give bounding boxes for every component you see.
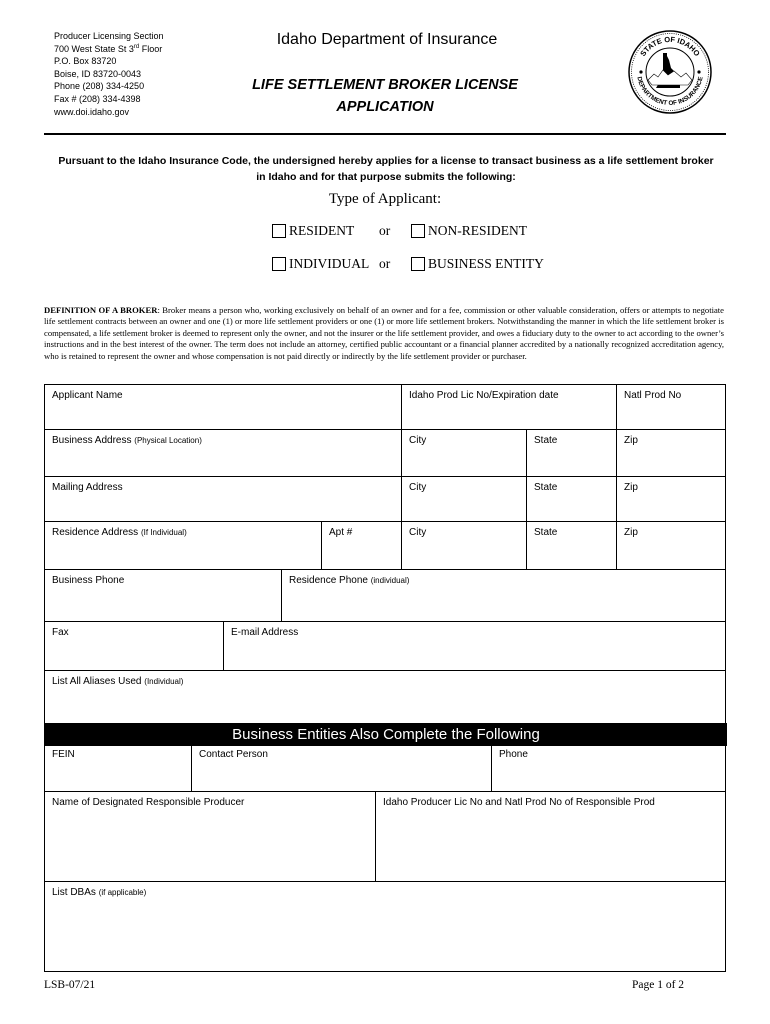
mailing-state-field[interactable] <box>527 477 617 522</box>
definition-label: DEFINITION OF A BROKER <box>44 305 158 315</box>
title-line-1: LIFE SETTLEMENT BROKER LICENSE <box>252 77 518 93</box>
idaho-prod-lic-label: Idaho Prod Lic No/Expiration date <box>409 390 559 401</box>
non-resident-option[interactable] <box>411 223 527 239</box>
aliases-label: List All Aliases Used <box>52 676 142 687</box>
fein-label: FEIN <box>52 749 75 760</box>
broker-definition <box>44 305 724 362</box>
address-line: Boise, ID 83720-0043 <box>54 68 142 79</box>
business-entity-option[interactable] <box>411 256 544 272</box>
residence-city-field[interactable] <box>402 522 527 570</box>
business-phone-field[interactable] <box>45 570 282 622</box>
page-number: Page 1 of 2 <box>632 979 685 991</box>
fax-label: Fax <box>52 627 69 638</box>
header-divider <box>44 133 726 135</box>
natl-prod-no-label: Natl Prod No <box>624 390 682 401</box>
phone-label: Phone <box>499 749 528 760</box>
idaho-producer-lic-label: Idaho Producer Lic No and Natl Prod No of Responsible Prod <box>383 797 655 808</box>
address-line: P.O. Box 83720 <box>54 56 117 67</box>
resident-label: RESIDENT <box>289 223 355 238</box>
aliases-field[interactable] <box>45 671 725 723</box>
business-zip-field[interactable] <box>617 430 725 477</box>
address-line: Phone (208) 334-4250 <box>54 81 145 92</box>
idaho-prod-lic-field[interactable] <box>402 385 617 430</box>
street-address <box>54 43 164 56</box>
designated-producer-field[interactable] <box>45 792 376 882</box>
residence-state-field[interactable] <box>527 522 617 570</box>
department-name: Idaho Department of Insurance <box>276 31 498 48</box>
apt-field[interactable] <box>322 522 402 570</box>
applicant-name-field[interactable] <box>45 385 402 430</box>
business-phone-label: Business Phone <box>52 575 125 586</box>
applicant-name-label: Applicant Name <box>52 390 123 401</box>
zip-label: Zip <box>624 482 638 493</box>
business-entity-label: BUSINESS ENTITY <box>428 256 544 271</box>
business-address-label: Business Address <box>52 435 132 446</box>
website-link: www.doi.idaho.gov <box>54 106 130 117</box>
individual-option[interactable] <box>272 256 369 272</box>
address-line: Fax # (208) 334-4398 <box>54 93 141 104</box>
dbas-label: List DBAs <box>52 887 96 898</box>
state-seal-logo <box>628 30 712 114</box>
residence-address-field[interactable] <box>45 522 322 570</box>
state-label: State <box>534 482 558 493</box>
or-text: or <box>379 223 391 238</box>
aliases-note: (Individual) <box>144 677 184 686</box>
form-code: LSB-07/21 <box>44 979 96 991</box>
svg-text:STATE OF IDAHO: STATE OF IDAHO <box>638 34 702 58</box>
street-text: 700 West State St 3 <box>54 43 134 54</box>
mailing-zip-field[interactable] <box>617 477 725 522</box>
apt-label: Apt # <box>329 527 353 538</box>
non-resident-label: NON-RESIDENT <box>428 223 527 238</box>
business-entities-banner: Business Entities Also Complete the Following <box>45 723 727 746</box>
residence-phone-field[interactable] <box>282 570 725 622</box>
mailing-city-field[interactable] <box>402 477 527 522</box>
applicant-type-title: Type of Applicant: <box>328 191 442 207</box>
business-address-note: (Physical Location) <box>134 436 202 445</box>
state-label: State <box>534 527 558 538</box>
residence-phone-label: Residence Phone <box>289 575 368 586</box>
phone-field[interactable] <box>492 746 725 792</box>
city-label: City <box>409 435 427 446</box>
residence-zip-field[interactable] <box>617 522 725 570</box>
business-entity-checkbox[interactable] <box>411 257 425 271</box>
city-label: City <box>409 527 427 538</box>
street-tail: Floor <box>139 43 163 54</box>
residence-phone-note: (individual) <box>370 576 410 585</box>
individual-label: INDIVIDUAL <box>289 256 370 271</box>
address-block <box>54 30 164 118</box>
fein-field[interactable] <box>45 746 192 792</box>
residence-address-note: (If Individual) <box>140 528 187 537</box>
resident-checkbox[interactable] <box>272 224 286 238</box>
resident-option[interactable] <box>272 223 354 239</box>
business-address-field[interactable] <box>45 430 402 477</box>
individual-checkbox[interactable] <box>272 257 286 271</box>
dbas-note: (if applicable) <box>98 888 147 897</box>
address-line: Producer Licensing Section <box>54 31 164 41</box>
idaho-producer-lic-field[interactable] <box>376 792 725 882</box>
definition-text: : Broker means a person who, working exclusively on behalf of an owner and for a fee, commission or other valuable consideration, offers or attempts to negotiate life settlement contracts between an owner and one (1) or more life settlement providers or one (1) or more life settlement brokers. Notwithstanding the manner in which the life settlement broker is compensated, a life settlement broker is deemed to represent only the owner, and not the insurer or the life settlement provider, and owes a fiduciary duty to the owner to act according to the owner’s instructions and in the best interest of the owner. The term does not include an attorney, certified public accountant or a financial planner accredited by a nationally recognized accreditation agency, who is retained to represent the owner and whose compensation is not paid directly or indirectly by the life settlement provider or purchaser. <box>44 305 724 361</box>
contact-person-label: Contact Person <box>199 749 268 760</box>
street-sup: rd <box>133 43 140 50</box>
or-text: or <box>379 256 391 271</box>
svg-text:DEPARTMENT OF INSURANCE: DEPARTMENT OF INSURANCE <box>635 76 705 108</box>
mailing-address-field[interactable] <box>45 477 402 522</box>
form-title <box>240 74 530 118</box>
fax-field[interactable] <box>45 622 224 671</box>
email-field[interactable] <box>224 622 725 671</box>
application-form-table <box>44 384 726 972</box>
zip-label: Zip <box>624 527 638 538</box>
business-state-field[interactable] <box>527 430 617 477</box>
email-label: E-mail Address <box>231 627 299 638</box>
designated-producer-label: Name of Designated Responsible Producer <box>52 797 245 808</box>
title-line-2: APPLICATION <box>336 99 434 115</box>
zip-label: Zip <box>624 435 638 446</box>
non-resident-checkbox[interactable] <box>411 224 425 238</box>
mailing-address-label: Mailing Address <box>52 482 123 493</box>
city-label: City <box>409 482 427 493</box>
pursuant-statement: Pursuant to the Idaho Insurance Code, the undersigned hereby applies for a license to transact business as a life settlement broker in Idaho and for that purpose submits the following: <box>58 155 714 183</box>
business-city-field[interactable] <box>402 430 527 477</box>
contact-person-field[interactable] <box>192 746 492 792</box>
residence-address-label: Residence Address <box>52 527 139 538</box>
state-label: State <box>534 435 558 446</box>
dbas-field[interactable] <box>45 882 725 971</box>
natl-prod-no-field[interactable] <box>617 385 725 430</box>
